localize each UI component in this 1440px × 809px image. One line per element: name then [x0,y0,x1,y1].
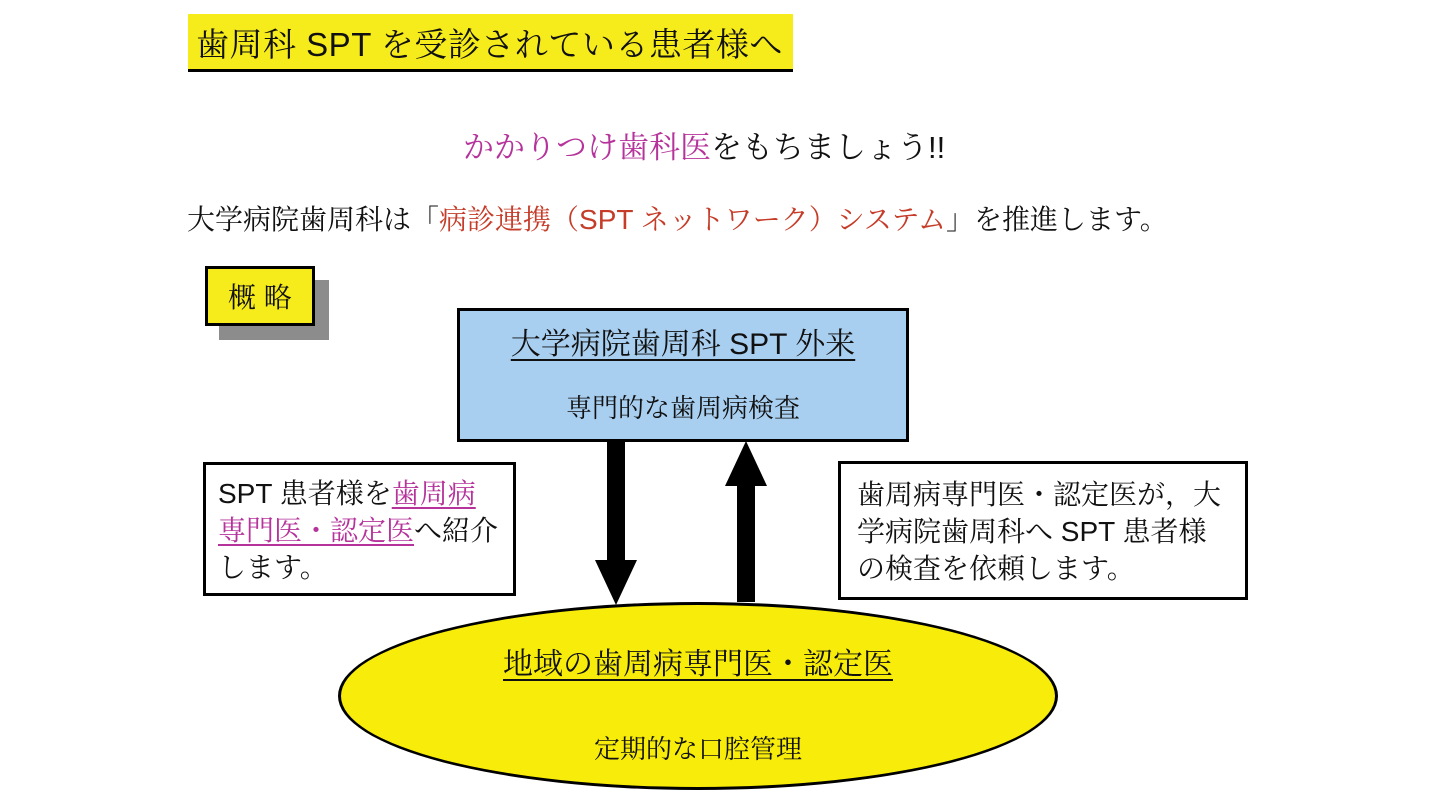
hospital-spt-box [457,308,909,442]
hospital-box-subtitle: 専門的な歯周病検査 [565,393,800,423]
up-arrow-icon [725,441,767,486]
overview-label-text: 概 略 [228,282,292,313]
down-arrow-shaft [607,442,625,562]
request-note-box [838,461,1248,600]
page-title-highlight [188,14,793,72]
intro-sentence [187,198,1168,238]
referral-note-suffix: へ紹介します。 [218,514,499,583]
down-arrow-icon [595,560,637,605]
page-title: 歯周科 SPT を受診されている患者様へ [196,26,783,63]
hospital-box-title: 大学病院歯周科 SPT 外来 [510,328,856,361]
referral-note-prefix: SPT 患者様を [218,478,392,509]
intro-prefix: 大学病院歯周科は「 [187,204,440,235]
subtitle-accent: かかりつけ歯科医 [463,130,711,165]
referral-note-accent: 歯周病専門医・認定医 [218,478,476,546]
subtitle [463,122,945,167]
clinic-ellipse [338,602,1058,790]
intro-suffix: 」を推進します。 [945,204,1168,235]
overview-label [205,266,315,326]
intro-accent: 病診連携（SPT ネットワーク）システム [439,204,946,235]
request-note-text: 歯周病専門医・認定医が，大学病院歯周科へ SPT 患者様の検査を依頼します。 [857,479,1222,584]
clinic-ellipse-subtitle: 定期的な口腔管理 [593,734,802,764]
subtitle-rest: をもちましょう!! [711,130,946,165]
up-arrow-shaft [737,484,755,602]
referral-note-box [203,462,516,596]
clinic-ellipse-title: 地域の歯周病専門医・認定医 [503,648,893,681]
